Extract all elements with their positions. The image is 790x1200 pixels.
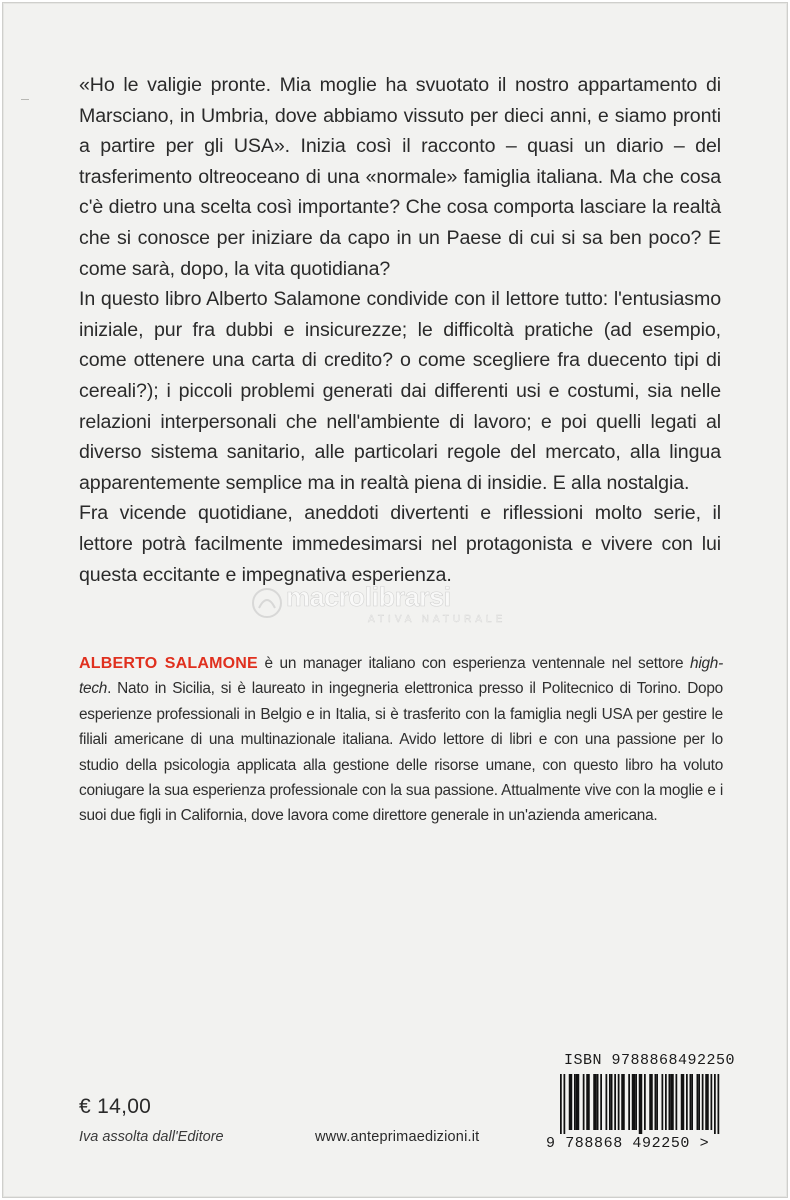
barcode-bar xyxy=(632,1074,634,1130)
barcode-bar xyxy=(681,1074,683,1130)
barcode-bar xyxy=(618,1074,620,1130)
barcode-bar xyxy=(634,1074,636,1130)
barcode-bar xyxy=(698,1074,700,1130)
barcode-bar xyxy=(686,1074,688,1130)
barcode-bar xyxy=(614,1074,616,1130)
barcode-bar xyxy=(672,1074,674,1130)
watermark-tagline: ATIVA NATURALE xyxy=(368,614,507,625)
barcode-bar xyxy=(669,1074,671,1130)
barcode-bar xyxy=(628,1074,630,1130)
barcode-bar xyxy=(606,1074,608,1130)
barcode-bar xyxy=(574,1074,576,1130)
barcode-icon xyxy=(546,1074,726,1134)
barcode-block xyxy=(546,1052,736,1156)
publisher-website: www.anteprimaedizioni.it xyxy=(315,1129,480,1145)
barcode-bar xyxy=(583,1074,585,1130)
barcode-bar xyxy=(690,1074,692,1130)
bio-text-1: è un manager italiano con esperienza ventennale nel settore xyxy=(257,655,691,672)
barcode-bar xyxy=(662,1074,664,1130)
barcode-bar xyxy=(611,1074,613,1130)
barcode-bar xyxy=(560,1074,562,1134)
barcode-bar xyxy=(571,1074,573,1130)
barcode-bar xyxy=(639,1074,641,1134)
author-name: ALBERTO SALAMONE xyxy=(79,655,258,672)
barcode-bar xyxy=(600,1074,602,1130)
barcode-bar xyxy=(649,1074,651,1130)
bio-text-2: . Nato in Sicilia, si è laureato in ingegneria elettronica presso il Politecnico di Torino. Dopo esperienze professionali in Belgio e in Italia, si è trasferito con la famiglia negli USA per gestire le filiali americane di una multinazionale italiana. Avido lettore di libri e con una passione per lo studio della psicologia applicata alla gestione delle risorse umane, con questo libro ha voluto coniugare la sua esperienza professionale con la sua passione. Attualmente vive con la moglie e i suoi due figli in California, dove lavora come direttore generale in un'azienda americana. xyxy=(79,680,723,825)
barcode-bar xyxy=(569,1074,571,1130)
barcode-bar xyxy=(697,1074,699,1130)
barcode-bar xyxy=(578,1074,580,1130)
barcode-bar xyxy=(576,1074,578,1130)
barcode-bar xyxy=(595,1074,597,1130)
barcode-bar xyxy=(655,1074,657,1130)
barcode-bar xyxy=(635,1074,637,1130)
barcode-bar xyxy=(676,1074,678,1130)
barcode-bar xyxy=(651,1074,653,1130)
isbn-label: ISBN 9788868492250 xyxy=(564,1052,736,1069)
synopsis-paragraph-2: In questo libro Alberto Salamone condivide con il lettore tutto: l'entusiasmo iniziale, pur fra dubbi e insicurezze; le difficoltà pratiche (ad esempio, come ottenere una carta di credito? o come scegliere fra duecento tipi di cereali?); i piccoli problemi generati dai differenti usi e costumi, sia nelle relazioni interpersonali che nell'ambiente di lavoro; e poi quelli legati al diverso sistema sanitario, alle particolari regole del mercato, alla lingua apparentemente semplice ma in realtà piena di insidie. E alla nostalgia. xyxy=(79,288,721,494)
barcode-bar xyxy=(597,1074,599,1130)
barcode-bar xyxy=(586,1074,588,1130)
barcode-bar xyxy=(609,1074,611,1130)
edge-mark xyxy=(21,99,29,100)
barcode-bar xyxy=(714,1074,716,1134)
price: € 14,00 xyxy=(79,1095,152,1118)
barcode-bar xyxy=(705,1074,707,1130)
synopsis-paragraph-3: Fra vicende quotidiane, aneddoti divertenti e riflessioni molto serie, il lettore potrà facilmente immedesimarsi nel protagonista e vivere con lui questa eccitante e impegnativa esperienza. xyxy=(79,502,721,586)
barcode-bar xyxy=(621,1074,623,1130)
barcode-bar xyxy=(588,1074,590,1130)
barcode-bar xyxy=(711,1074,713,1130)
barcode-bar xyxy=(644,1074,646,1130)
barcode-bar xyxy=(718,1074,720,1134)
barcode-bar xyxy=(670,1074,672,1130)
vat-note: Iva assolta dall'Editore xyxy=(79,1129,224,1145)
barcode-bar xyxy=(593,1074,595,1130)
barcode-bar xyxy=(564,1074,566,1134)
barcode-bar xyxy=(702,1074,704,1130)
barcode-bar xyxy=(641,1074,643,1134)
barcode-bar xyxy=(656,1074,658,1130)
barcode-bar xyxy=(623,1074,625,1130)
barcode-bar xyxy=(691,1074,693,1130)
barcode-digits: 9 788868 492250 > xyxy=(546,1135,710,1152)
bio-italic-term: high-tech xyxy=(79,655,723,698)
barcode-bar xyxy=(683,1074,685,1130)
synopsis-paragraph-1: «Ho le valigie pronte. Mia moglie ha svuotato il nostro appartamento di Marsciano, in Umbria, dove abbiamo vissuto per dieci anni, e siamo pronti a partire per gli USA». Inizia così il racconto – quasi un diario – del trasferimento oltreoceano di una «normale» famiglia italiana. Ma che cosa c'è dietro una scelta così importante? Che cosa comporta lasciare la realtà che si conosce per iniziare da capo in un Paese di cui si sa ben poco? E come sarà, dopo, la vita quotidiana? xyxy=(79,74,721,280)
barcode-bar xyxy=(665,1074,667,1130)
author-bio xyxy=(79,651,723,829)
synopsis xyxy=(79,70,721,590)
barcode-bar xyxy=(707,1074,709,1130)
watermark-name: macrolibrarsi xyxy=(286,582,451,612)
